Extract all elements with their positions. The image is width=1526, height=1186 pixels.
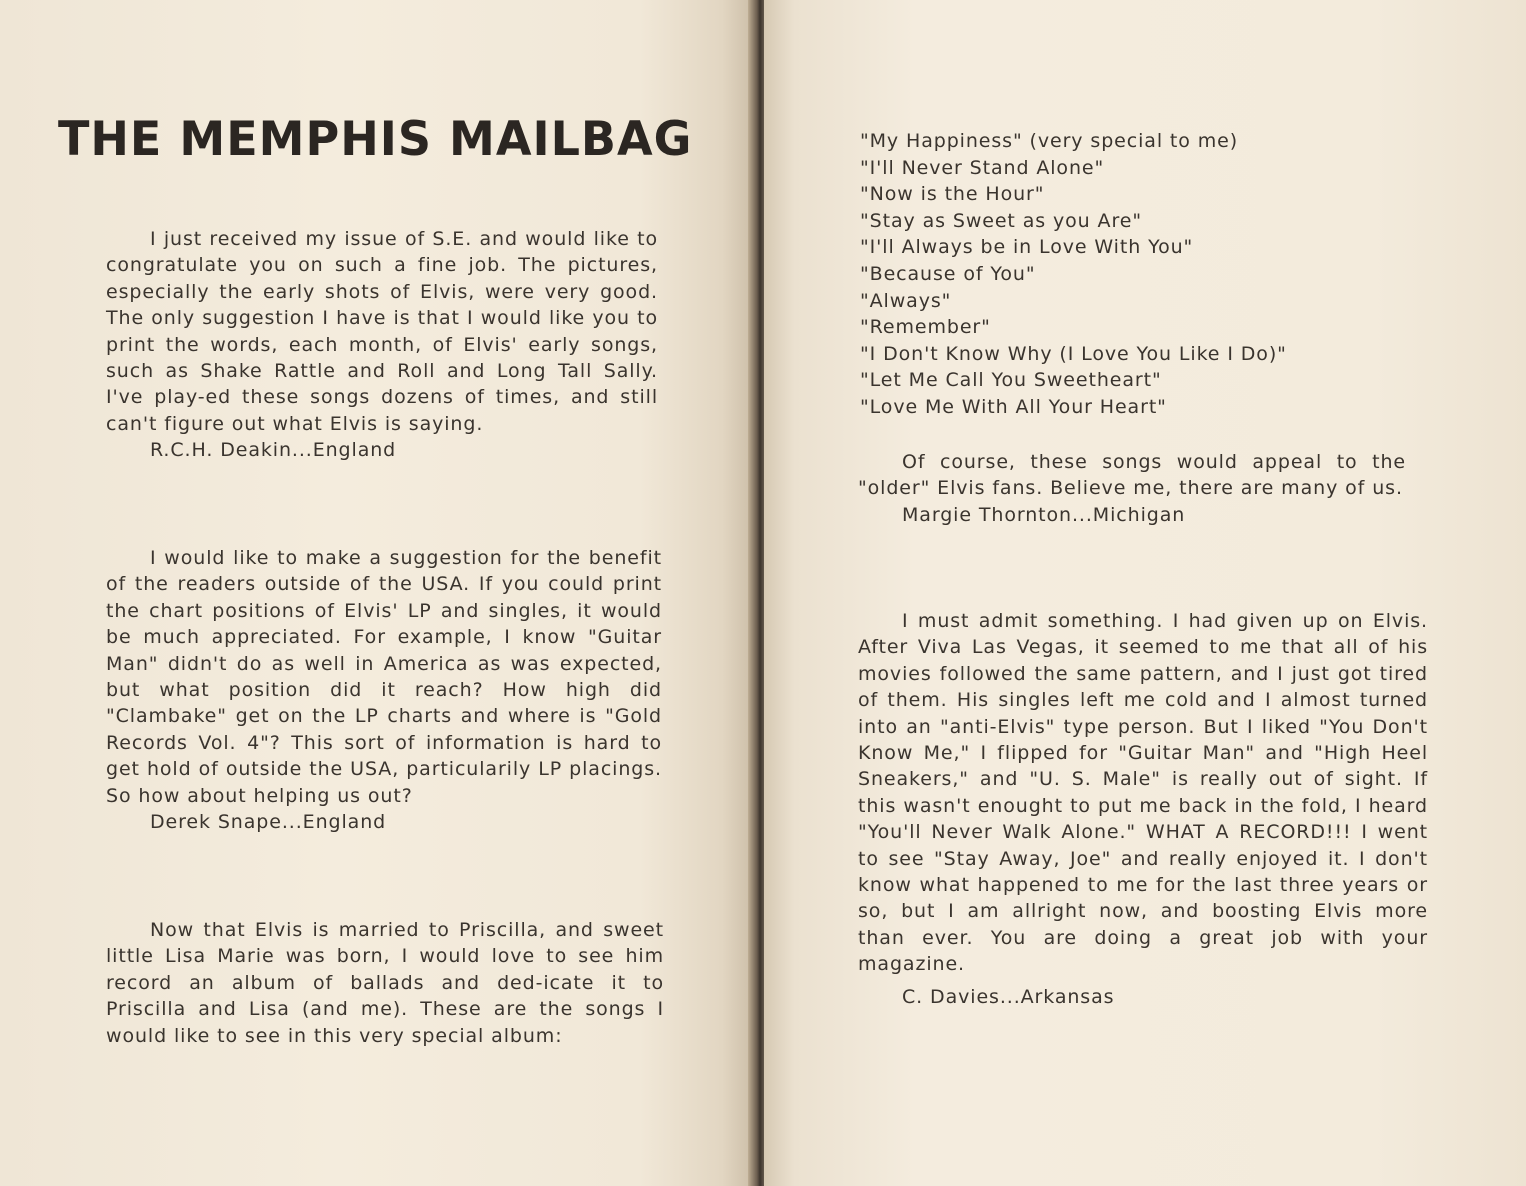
letter-3-conclusion-body: Of course, these songs would appeal to the "older" Elvis fans. Believe me, there are many of us. — [858, 451, 1406, 500]
list-item: "My Happiness" (very special to me) — [860, 130, 1239, 152]
left-page — [0, 0, 752, 1186]
list-item: "Remember" — [860, 316, 991, 339]
letter-1 — [106, 226, 658, 464]
list-item: "Always" — [860, 289, 952, 312]
list-item: "Stay as Sweet as you Are" — [860, 209, 1142, 232]
list-item: "I'll Always be in Love With You" — [860, 236, 1194, 259]
list-item: "Because of You" — [860, 262, 1036, 285]
letter-3-conclusion — [858, 449, 1406, 528]
letter-1-body: I just received my issue of S.E. and would like to congratulate you on such a fine job. The pictures, especially the early shots of Elvis, were very good. The only suggestion I have is that I would like you to print the words, each month, of Elvis' early songs, such as Shake Rattle and Roll and Long Tall Sally. I've play-ed these songs dozens of times, and still can't figure out what Elvis is saying. — [106, 228, 658, 435]
letter-1-signature: R.C.H. Deakin...England — [150, 439, 397, 462]
letter-4 — [858, 608, 1428, 1010]
letter-2-signature: Derek Snape...England — [150, 811, 387, 834]
letter-3-signature: Margie Thornton...Michigan — [902, 503, 1186, 526]
letter-4-signature: C. Davies...Arkansas — [902, 985, 1115, 1008]
letter-3-intro — [106, 917, 664, 1049]
letter-3-body: Now that Elvis is married to Priscilla, and sweet little Lisa Marie was born, I would love to see him record an album of ballads and ded-icate it to Priscilla and Lisa (and me). These are the songs I would like to see in this very special album: — [106, 919, 664, 1047]
page-title: THE MEMPHIS MAILBAG — [58, 112, 693, 167]
letter-2-body: I would like to make a suggestion for the benefit of the readers outside of the USA. If you could print the chart positions of Elvis' LP and singles, it would be much appreciated. For example, I know "Guitar Man" didn't do as well in America as was expected, but what position did it reach? How high did "Clambake" get on the LP charts and where is "Gold Records Vol. 4"? This sort of information is hard to get hold of outside the USA, particularily LP placings. So how about helping us out? — [106, 547, 662, 807]
letter-2 — [106, 545, 662, 835]
list-item: "I'll Never Stand Alone" — [860, 156, 1105, 179]
list-item: "Let Me Call You Sweetheart" — [860, 369, 1162, 392]
list-item: "I Don't Know Why (I Love You Like I Do)" — [860, 342, 1287, 365]
list-item: "Love Me With All Your Heart" — [860, 395, 1167, 418]
letter-4-body: I must admit something. I had given up on Elvis. After Viva Las Vegas, it seemed to me that all of his movies followed the same pattern, and I just got tired of them. His singles left me cold and I almost turned into an "anti-Elvis" type person. But I liked "You Don't Know Me," I flipped for "Guitar Man" and "High Heel Sneakers," and "U. S. Male" is really out of sight. If this wasn't enought to put me back in the fold, I heard "You'll Never Walk Alone." WHAT A RECORD!!! I went to see "Stay Away, Joe" and really enjoyed it. I don't know what happened to me for the last three years or so, but I am allright now, and boosting Elvis more than ever. You are doing a great job with your magazine. — [858, 610, 1428, 976]
right-page — [764, 0, 1526, 1186]
list-item: "Now is the Hour" — [860, 183, 1045, 206]
song-list — [860, 128, 1287, 421]
